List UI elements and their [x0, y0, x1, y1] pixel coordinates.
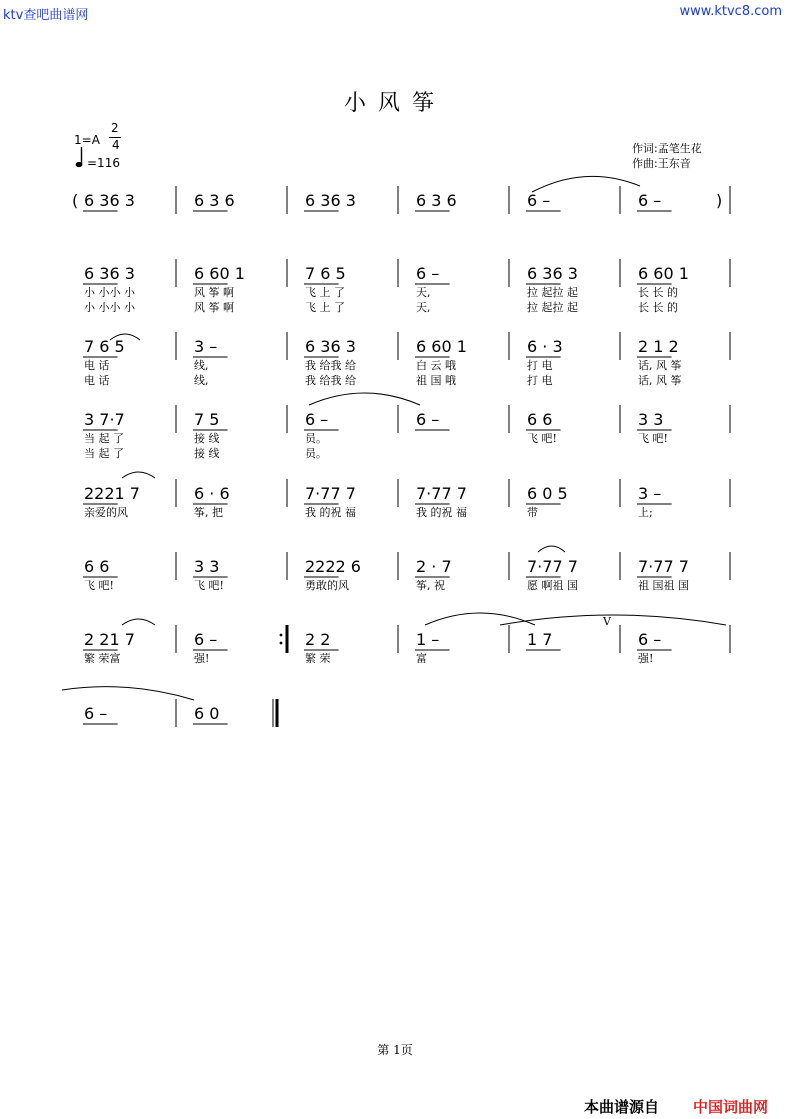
- measure-notes: 6 60 1: [638, 264, 689, 283]
- measure-notes: 6 6: [527, 410, 553, 429]
- tie-slur: [122, 619, 155, 625]
- lyric-verse-2: 风 筝 啊: [194, 301, 234, 314]
- lyric-verse-1: 线,: [194, 359, 209, 372]
- lyricist-credit: 作词:孟笔生花: [632, 142, 702, 155]
- measure-notes: 3 3: [194, 557, 220, 576]
- repeat-dot: [280, 634, 283, 637]
- lyric-verse-2: 天,: [416, 301, 431, 314]
- tempo-marking: =116: [87, 156, 120, 170]
- measure-notes: 6 36 3: [305, 337, 356, 356]
- lyric-verse-1: 打 电: [527, 359, 553, 372]
- tie-slur: [532, 176, 640, 192]
- lyric-verse-2: 员。: [305, 447, 327, 460]
- lyric-verse-2: 小 小小 小: [84, 301, 135, 314]
- tie-slur: [538, 546, 565, 552]
- measure-notes: 3 –: [194, 337, 218, 356]
- lyric-verse-1: 接 线: [194, 432, 220, 445]
- lyric-verse-1: 天,: [416, 286, 431, 299]
- lyric-verse-1: 风 筝 啊: [194, 286, 234, 299]
- measure-notes: 6 · 6: [194, 484, 230, 503]
- lyric-verse-2: 长 长 的: [638, 301, 678, 314]
- lyric-verse-1: 飞 上 了: [305, 286, 345, 299]
- measure-notes: 1 –: [416, 630, 440, 649]
- measure-notes: 7·77 7: [527, 557, 578, 576]
- lyric-verse-2: 飞 上 了: [305, 301, 345, 314]
- lyric-verse-1: 小 小小 小: [84, 286, 135, 299]
- time-signature-bottom: 4: [112, 138, 120, 152]
- lyric-verse-2: 祖 国 哦: [416, 374, 456, 387]
- measure-notes: 6 · 3: [527, 337, 563, 356]
- intro-bracket-close: ): [716, 191, 723, 210]
- lyric-verse-2: 拉 起拉 起: [527, 301, 578, 314]
- site-watermark-right: www.ktvc8.com: [679, 4, 782, 19]
- lyric-verse-1: 我 的祝 福: [305, 506, 356, 519]
- lyric-verse-1: 话, 风 筝: [638, 359, 682, 372]
- lyric-verse-2: 线,: [194, 374, 209, 387]
- repeat-dot: [280, 642, 283, 645]
- lyric-verse-1: 我 的祝 福: [416, 506, 467, 519]
- lyric-verse-1: 电 话: [84, 359, 110, 372]
- measure-notes: 3 7·7: [84, 410, 125, 429]
- lyric-verse-1: 强!: [194, 652, 210, 665]
- measure-notes: 7·77 7: [305, 484, 356, 503]
- measure-notes: 6 36 3: [84, 191, 135, 210]
- measure-notes: 6 –: [527, 191, 551, 210]
- measure-notes: 6 –: [305, 410, 329, 429]
- measure-notes: 6 0: [194, 704, 220, 723]
- measure-notes: 6 60 1: [416, 337, 467, 356]
- lyric-verse-2: 打 电: [527, 374, 553, 387]
- measure-notes: 2 · 7: [416, 557, 452, 576]
- tie-slur: [309, 393, 420, 405]
- lyric-verse-1: 飞 吧!: [638, 432, 668, 445]
- lyric-verse-1: 拉 起拉 起: [527, 286, 578, 299]
- lyric-verse-1: 勇敢的风: [305, 579, 349, 592]
- lyric-verse-1: 愿 啊祖 国: [527, 579, 578, 592]
- lyric-verse-1: 飞 吧!: [194, 579, 224, 592]
- lyric-verse-1: 祖 国祖 国: [638, 579, 689, 592]
- page-number: 第 1页: [377, 1043, 413, 1057]
- measure-notes: 6 6: [84, 557, 110, 576]
- lyric-verse-2: 接 线: [194, 447, 220, 460]
- measure-notes: 6 –: [194, 630, 218, 649]
- time-signature-top: 2: [111, 121, 119, 135]
- lyric-verse-1: 白 云 哦: [416, 359, 456, 372]
- tie-slur: [122, 472, 155, 478]
- measure-notes: 6 –: [416, 410, 440, 429]
- tie-slur: [425, 613, 535, 625]
- measure-notes: 6 36 3: [305, 191, 356, 210]
- measure-notes: 6 60 1: [194, 264, 245, 283]
- measure-notes: 7·77 7: [416, 484, 467, 503]
- lyric-verse-1: 繁 荣富: [84, 652, 121, 665]
- breath-mark: V: [603, 615, 611, 628]
- lyric-verse-1: 我 给我 给: [305, 359, 356, 372]
- measure-notes: 6 0 5: [527, 484, 568, 503]
- measure-notes: 6 –: [638, 191, 662, 210]
- key-signature: 1=A: [74, 133, 100, 147]
- lyric-verse-1: 繁 荣: [305, 652, 331, 665]
- lyric-verse-1: 长 长 的: [638, 286, 678, 299]
- measure-notes: 6 –: [416, 264, 440, 283]
- measure-notes: 6 3 6: [194, 191, 235, 210]
- measure-notes: 2 21 7: [84, 630, 135, 649]
- measure-notes: 3 –: [638, 484, 662, 503]
- source-credit-label: 本曲谱源自: [584, 1098, 660, 1116]
- lyric-verse-1: 筝, 祝: [416, 579, 445, 592]
- tie-slur: [62, 687, 194, 700]
- lyric-verse-1: 当 起 了: [84, 432, 124, 445]
- measure-notes: 6 36 3: [84, 264, 135, 283]
- composer-credit: 作曲:王东音: [632, 157, 691, 170]
- intro-bracket-open: (: [72, 191, 79, 210]
- measure-notes: 2222 6: [305, 557, 361, 576]
- measure-notes: 6 –: [84, 704, 108, 723]
- lyric-verse-2: 话, 风 筝: [638, 374, 682, 387]
- lyric-verse-1: 强!: [638, 652, 654, 665]
- lyric-verse-1: 飞 吧!: [84, 579, 114, 592]
- measure-notes: 7 6 5: [305, 264, 346, 283]
- measure-notes: 3 3: [638, 410, 664, 429]
- source-credit-site: 中国词曲网: [693, 1098, 769, 1116]
- measure-notes: 6 36 3: [527, 264, 578, 283]
- song-title: 小风筝: [343, 91, 446, 116]
- measure-notes: 7 6 5: [84, 337, 125, 356]
- measure-notes: 7·77 7: [638, 557, 689, 576]
- measure-notes: 7 5: [194, 410, 220, 429]
- tie-slur: [500, 615, 726, 625]
- measure-notes: 6 –: [638, 630, 662, 649]
- site-watermark-left: ktv查吧曲谱网: [3, 8, 89, 23]
- measure-notes: 2221 7: [84, 484, 140, 503]
- lyric-verse-1: 员。: [305, 432, 327, 445]
- lyric-verse-1: 飞 吧!: [527, 432, 557, 445]
- lyric-verse-1: 亲爱的风: [84, 506, 128, 519]
- lyric-verse-1: 富: [416, 652, 427, 665]
- lyric-verse-2: 电 话: [84, 374, 110, 387]
- lyric-verse-1: 上;: [638, 506, 653, 519]
- measure-notes: 2 1 2: [638, 337, 679, 356]
- lyric-verse-1: 带: [527, 506, 538, 519]
- lyric-verse-1: 筝, 把: [194, 506, 223, 519]
- measure-notes: 2 2: [305, 630, 331, 649]
- measure-notes: 1 7: [527, 630, 553, 649]
- lyric-verse-2: 我 给我 给: [305, 374, 356, 387]
- measure-notes: 6 3 6: [416, 191, 457, 210]
- lyric-verse-2: 当 起 了: [84, 447, 124, 460]
